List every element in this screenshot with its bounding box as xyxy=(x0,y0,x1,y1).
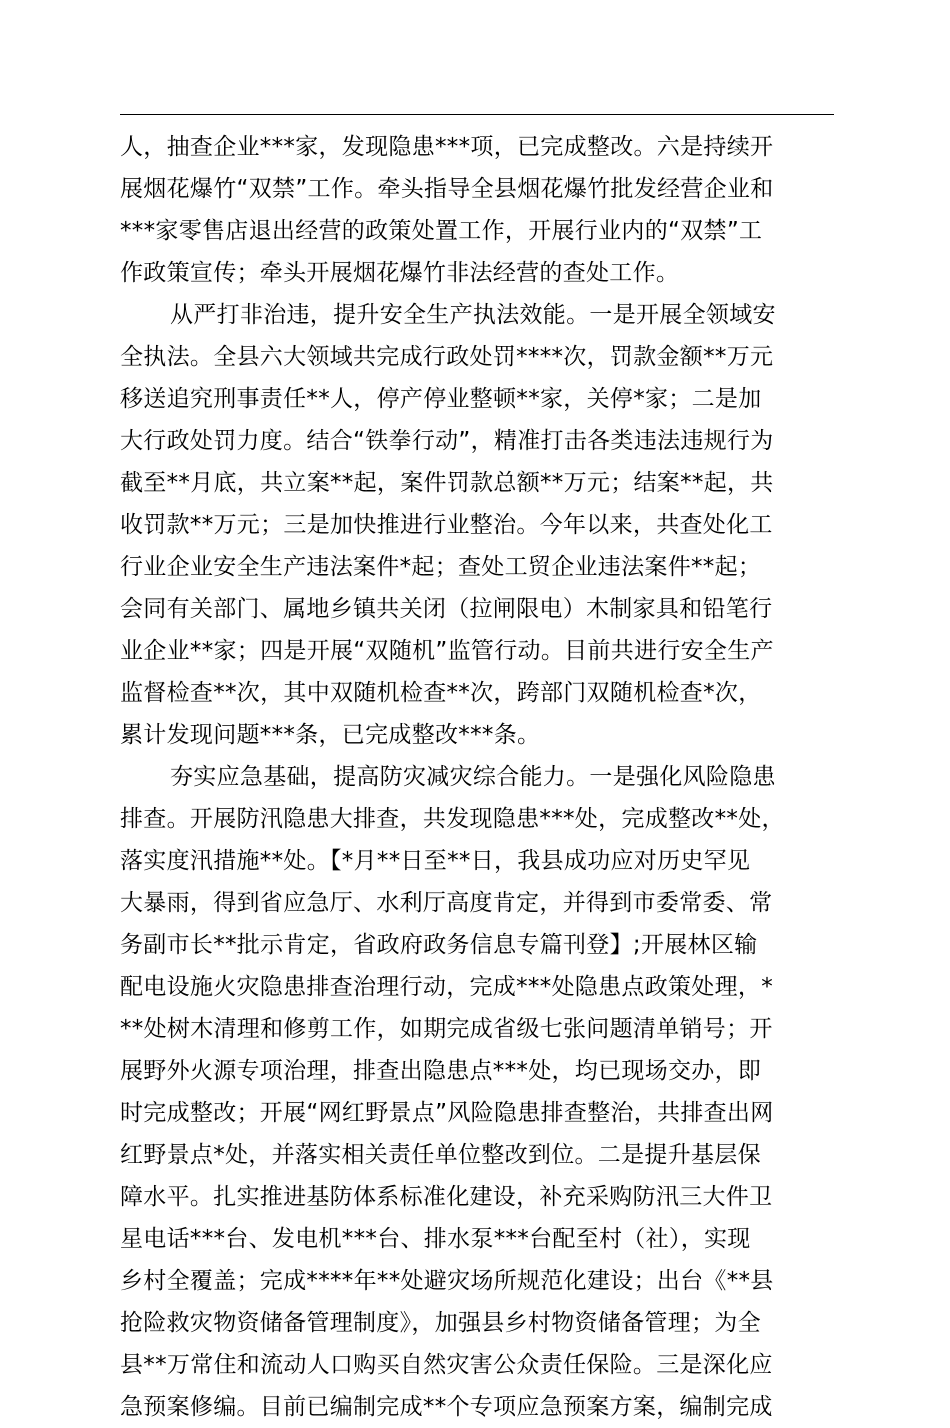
text-line: 作政策宣传；牵头开展烟花爆竹非法经营的查处工作。 xyxy=(120,260,680,286)
text-line: **处树木清理和修剪工作，如期完成省级七张问题清单销号；开 xyxy=(120,1016,773,1042)
paragraph-first-line: 夯实应急基础，提高防灾减灾综合能力。一是强化风险隐患 xyxy=(170,764,776,790)
text-line: 业企业**家；四是开展“双随机”监管行动。目前共进行安全生产 xyxy=(120,638,774,664)
text-line: 急预案修编。目前已编制完成**个专项应急预案方案，编制完成 xyxy=(120,1394,773,1420)
text-line: 人，抽查企业***家，发现隐患***项，已完成整改。六是持续开 xyxy=(120,134,774,160)
header-rule xyxy=(120,114,834,115)
text-line: 移送追究刑事责任**人，停产停业整顿**家，关停*家；二是加 xyxy=(120,386,762,412)
text-line: 大行政处罚力度。结合“铁拳行动”，精准打击各类违法违规行为 xyxy=(120,428,774,454)
text-line: 星电话***台、发电机***台、排水泵***台配至村（社），实现 xyxy=(120,1226,751,1252)
text-line: 行业企业安全生产违法案件*起；查处工贸企业违法案件**起； xyxy=(120,554,762,580)
text-line: 务副市长**批示肯定，省政府政务信息专篇刊登】;开展林区输 xyxy=(120,932,758,958)
text-line: ***家零售店退出经营的政策处置工作，开展行业内的“双禁”工 xyxy=(120,218,763,244)
text-line: 障水平。扎实推进基防体系标准化建设，补充采购防汛三大件卫 xyxy=(120,1184,773,1210)
text-line: 县**万常住和流动人口购买自然灾害公众责任保险。三是深化应 xyxy=(120,1352,773,1378)
paragraph-first-line: 从严打非治违，提升安全生产执法效能。一是开展全领域安 xyxy=(170,302,776,328)
text-line: 截至**月底，共立案**起，案件罚款总额**万元；结案**起，共 xyxy=(120,470,774,496)
text-line: 落实度汛措施**处。【*月**日至**日，我县成功应对历史罕见 xyxy=(120,848,751,874)
text-line: 全执法。全县六大领域共完成行政处罚****次，罚款金额**万元 xyxy=(120,344,774,370)
text-line: 累计发现问题***条，已完成整改***条。 xyxy=(120,722,541,748)
text-line: 乡村全覆盖；完成****年**处避灾场所规范化建设；出台《**县 xyxy=(120,1268,774,1294)
text-line: 会同有关部门、属地乡镇共关闭（拉闸限电）木制家具和铅笔行 xyxy=(120,596,773,622)
text-line: 时完成整改；开展“网红野景点”风险隐患排查整治，共排查出网 xyxy=(120,1100,774,1126)
text-line: 排查。开展防汛隐患大排查，共发现隐患***处，完成整改**处， xyxy=(120,806,785,832)
text-line: 展野外火源专项治理，排查出隐患点***处，均已现场交办，即 xyxy=(120,1058,762,1084)
text-line: 配电设施火灾隐患排查治理行动，完成***处隐患点政策处理，* xyxy=(120,974,773,1000)
text-line: 展烟花爆竹“双禁”工作。牵头指导全县烟花爆竹批发经营企业和 xyxy=(120,176,774,202)
text-line: 抢险救灾物资储备管理制度》，加强县乡村物资储备管理；为全 xyxy=(120,1310,761,1336)
text-line: 收罚款**万元；三是加快推进行业整治。今年以来，共查处化工 xyxy=(120,512,773,538)
text-line: 大暴雨，得到省应急厅、水利厅高度肯定，并得到市委常委、常 xyxy=(120,890,773,916)
text-line: 监督检查**次，其中双随机检查**次，跨部门双随机检查*次， xyxy=(120,680,762,706)
text-line: 红野景点*处，并落实相关责任单位整改到位。二是提升基层保 xyxy=(120,1142,761,1168)
body-text xyxy=(120,126,860,1428)
